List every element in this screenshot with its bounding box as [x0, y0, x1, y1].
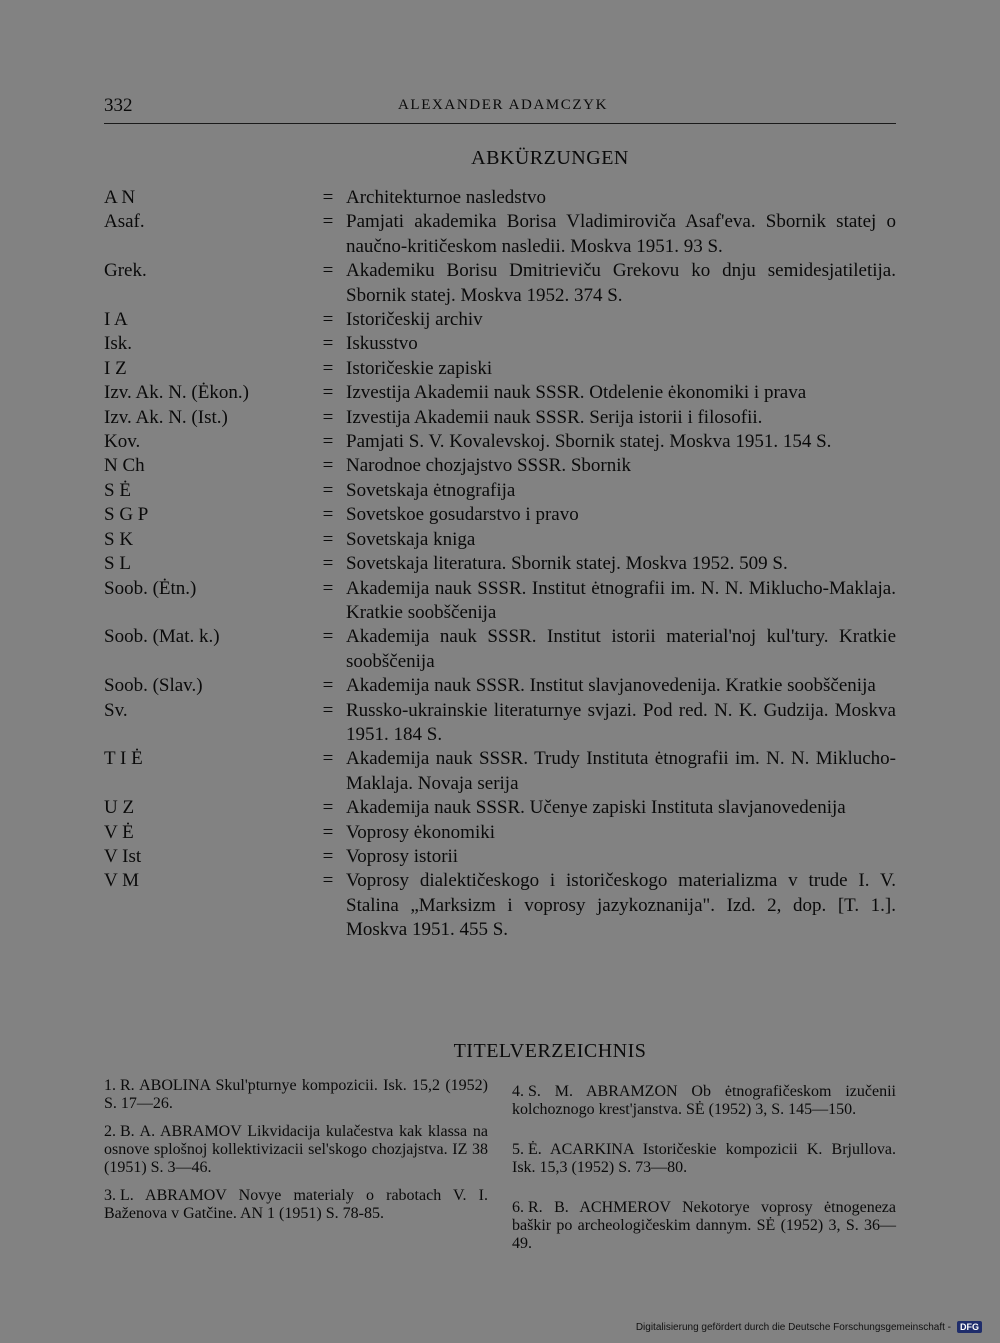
- abbreviation-row: [104, 625, 896, 674]
- title-entry-number: 6.: [512, 1199, 524, 1216]
- abbreviation-key: Izv. Ak. N. (Ėkon.): [104, 382, 249, 404]
- title-entry-text: S. M. ABRAMZON Ob ėtnografičeskom izučenii kolchoznogo krest'janstva. SĖ (1952) 3, S. 145—150.: [512, 1083, 896, 1118]
- equals-sign: =: [322, 455, 334, 477]
- abbreviation-key: Izv. Ak. N. (Ist.): [104, 406, 228, 428]
- running-head: ALEXANDER ADAMCZYK: [398, 97, 609, 113]
- abbreviation-definition: Pamjati S. V. Kovalevskoj. Sbornik statej. Moskva 1951. 154 S.: [346, 431, 832, 453]
- abbreviation-row: [104, 332, 896, 356]
- abbreviation-key: S Ė: [104, 479, 131, 501]
- title-entry-text: L. ABRAMOV Novye materialy o rabotach V. I. Baženova v Gatčine. AN 1 (1951) S. 78-85.: [104, 1187, 488, 1222]
- abbreviation-row: [104, 308, 896, 332]
- abbreviation-row: [104, 552, 896, 576]
- equals-sign: =: [322, 577, 334, 599]
- abbreviation-definition: Iskusstvo: [346, 333, 418, 355]
- abbreviation-key: Grek.: [104, 260, 147, 282]
- abbreviation-row: [104, 821, 896, 845]
- abbreviation-definition: Akademija nauk SSSR. Institut istorii material'noj kul'tury. Kratkie soobščenija: [346, 626, 896, 672]
- title-entry-number: 5.: [512, 1141, 524, 1158]
- abbreviation-row: [104, 674, 896, 698]
- abbreviation-definition: Architekturnoe nasledstvo: [346, 187, 546, 208]
- titles-column-right: [512, 1077, 896, 1263]
- abbreviation-definition: Sovetskaja kniga: [346, 528, 476, 550]
- abbreviation-row: [104, 479, 896, 503]
- abbreviation-definition: Izvestija Akademii nauk SSSR. Otdelenie ėkonomiki i prava: [346, 382, 807, 404]
- abbreviation-key: Sv.: [104, 699, 128, 721]
- abbreviation-key: Soob. (Ėtn.): [104, 577, 197, 599]
- abbreviation-definition: Akademija nauk SSSR. Institut slavjanovedenija. Kratkie soobščenija: [346, 675, 876, 697]
- equals-sign: =: [322, 357, 334, 379]
- equals-sign: =: [322, 748, 334, 770]
- abbreviation-row: [104, 381, 896, 405]
- abbreviation-row: [104, 186, 896, 210]
- equals-sign: =: [322, 675, 334, 697]
- equals-sign: =: [322, 333, 334, 355]
- abbreviation-definition: Sovetskaja literatura. Sbornik statej. Moskva 1952. 509 S.: [346, 553, 788, 575]
- abbreviation-row: [104, 454, 896, 478]
- equals-sign: =: [322, 406, 334, 428]
- abbreviation-row: [104, 577, 896, 626]
- abbreviation-row: [104, 796, 896, 820]
- equals-sign: =: [322, 797, 334, 819]
- dfg-logo: DFG: [957, 1321, 982, 1333]
- page-number: 332: [104, 95, 133, 116]
- abbreviation-key: T I Ė: [104, 748, 143, 770]
- abbreviation-definition: Akademija nauk SSSR. Učenye zapiski Instituta slavjanovedenija: [346, 797, 846, 819]
- abbreviation-key: V Ė: [104, 821, 134, 843]
- equals-sign: =: [322, 821, 334, 843]
- abbreviation-key: I Z: [104, 357, 127, 379]
- title-entry: [512, 1199, 896, 1253]
- abbreviations-heading: ABKÜRZUNGEN: [471, 147, 629, 169]
- abbreviation-definition: Narodnoe chozjajstvo SSSR. Sbornik: [346, 455, 631, 477]
- footer-text: Digitalisierung gefördert durch die Deutsche Forschungsgemeinschaft -: [635, 1321, 951, 1333]
- title-entry-number: 1.: [104, 1077, 116, 1094]
- equals-sign: =: [322, 870, 334, 892]
- equals-sign: =: [322, 504, 334, 526]
- abbreviation-definition: Istoričeskie zapiski: [346, 357, 493, 379]
- abbreviation-row: [104, 845, 896, 869]
- abbreviation-row: [104, 357, 896, 381]
- abbreviation-definition: Akademija nauk SSSR. Trudy Instituta ėtnografii im. N. N. Miklucho-Maklaja. Novaja serija: [346, 748, 896, 794]
- abbreviation-key: Isk.: [104, 333, 132, 355]
- abbreviation-definition: Akademija nauk SSSR. Institut ėtnografii im. N. N. Miklucho-Maklaja. Kratkie soobščenija: [346, 577, 896, 623]
- abbreviation-definition: Voprosy istorii: [346, 845, 459, 867]
- title-entry: [104, 1077, 488, 1113]
- equals-sign: =: [322, 845, 334, 867]
- equals-sign: =: [322, 528, 334, 550]
- equals-sign: =: [322, 211, 334, 233]
- title-entry-text: R. B. ACHMEROV Nekotorye voprosy ėtnogeneza baškir po archeologičeskim dannym. SĖ (1952) 3, S. 36—49.: [512, 1199, 896, 1252]
- titles-column-left: [104, 1077, 488, 1263]
- abbreviation-key: S L: [104, 553, 131, 575]
- abbreviation-row: [104, 210, 896, 259]
- abbreviation-key: Soob. (Mat. k.): [104, 626, 220, 648]
- abbreviation-definition: Izvestija Akademii nauk SSSR. Serija istorii i filosofii.: [346, 406, 763, 428]
- equals-sign: =: [322, 626, 334, 648]
- title-entry-text: Ė. ACARKINA Istoričeskie kompozicii K. Brjullova. Isk. 15,3 (1952) S. 73—80.: [512, 1141, 896, 1176]
- abbreviation-row: [104, 869, 896, 942]
- abbreviation-key: S G P: [104, 504, 149, 526]
- title-entry-text: B. A. ABRAMOV Likvidacija kulačestva kak klassa na osnove splošnoj kollektivizacii sel'skogo chozjajstva. IZ 38 (1951) S. 3—46.: [104, 1123, 488, 1176]
- abbreviation-key: Soob. (Slav.): [104, 675, 203, 697]
- header-rule: [104, 123, 896, 124]
- abbreviation-row: [104, 747, 896, 796]
- equals-sign: =: [322, 479, 334, 501]
- titles-heading: TITELVERZEICHNIS: [453, 1040, 647, 1062]
- equals-sign: =: [322, 431, 334, 453]
- abbreviation-row: [104, 503, 896, 527]
- abbreviation-key: U Z: [104, 797, 135, 819]
- abbreviation-row: [104, 528, 896, 552]
- equals-sign: =: [322, 309, 334, 331]
- abbreviation-definition: Voprosy ėkonomiki: [346, 821, 496, 843]
- abbreviation-row: [104, 430, 896, 454]
- title-entry-number: 3.: [104, 1187, 116, 1204]
- abbreviation-key: A N: [104, 187, 136, 208]
- abbreviation-definition: Istoričeskij archiv: [346, 309, 483, 331]
- abbreviation-row: [104, 699, 896, 748]
- equals-sign: =: [322, 553, 334, 575]
- abbreviation-definition: Pamjati akademika Borisa Vladimiroviča Asaf'eva. Sbornik statej o naučno-kritičeskom nasledii. Moskva 1951. 93 S.: [346, 211, 896, 257]
- abbreviation-row: [104, 259, 896, 308]
- abbreviation-definition: Sovetskoe gosudarstvo i pravo: [346, 504, 579, 526]
- abbreviation-definition: Russko-ukrainskie literaturnye svjazi. Pod red. N. K. Gudzija. Moskva 1951. 184 S.: [346, 699, 896, 745]
- titles-list: [104, 1077, 896, 1263]
- title-entry-number: 2.: [104, 1123, 116, 1140]
- title-entry-text: R. ABOLINA Skul'pturnye kompozicii. Isk. 15,2 (1952) S. 17—26.: [104, 1077, 488, 1112]
- abbreviation-key: S K: [104, 528, 134, 550]
- equals-sign: =: [322, 699, 334, 721]
- footer: [636, 1321, 982, 1333]
- abbreviation-key: I A: [104, 309, 128, 331]
- title-entry: [512, 1083, 896, 1119]
- abbreviation-definition: Voprosy dialektičeskogo i istoričeskogo materializma v trude I. V. Stalina „Marksizm i voprosy jazykoznanija". Izd. 2, dop. [T. 1.]. Moskva 1951. 455 S.: [346, 870, 896, 941]
- abbreviation-key: Asaf.: [104, 211, 145, 233]
- title-entry: [512, 1141, 896, 1177]
- title-entry-number: 4.: [512, 1083, 524, 1100]
- abbreviation-row: [104, 406, 896, 430]
- equals-sign: =: [322, 382, 334, 404]
- abbreviation-definition: Sovetskaja ėtnografija: [346, 479, 516, 501]
- equals-sign: =: [322, 260, 334, 282]
- abbreviation-key: Kov.: [104, 431, 141, 453]
- abbreviation-key: V Ist: [104, 845, 142, 867]
- abbreviation-key: N Ch: [104, 455, 145, 477]
- equals-sign: =: [322, 187, 334, 208]
- abbreviations-list: [104, 186, 896, 943]
- abbreviation-definition: Akademiku Borisu Dmitrieviču Grekovu ko dnju semidesjatiletija. Sbornik statej. Moskva 1952. 374 S.: [346, 260, 896, 306]
- abbreviation-key: V M: [104, 870, 140, 892]
- title-entry: [104, 1187, 488, 1223]
- title-entry: [104, 1123, 488, 1177]
